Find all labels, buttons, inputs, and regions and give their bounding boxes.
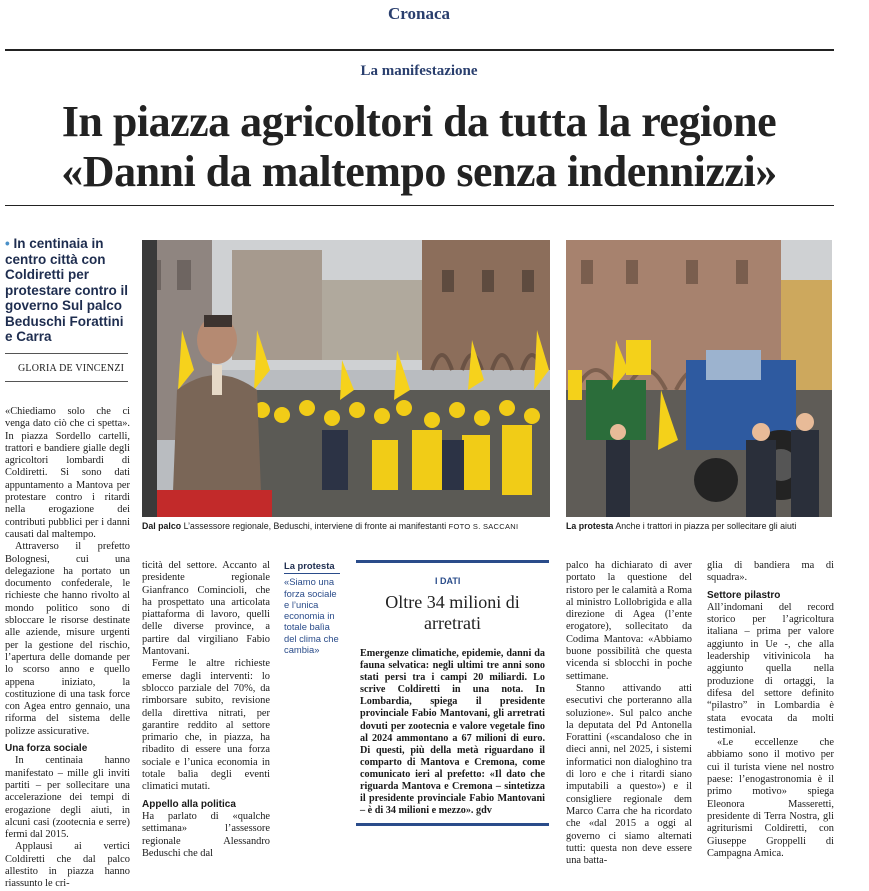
article-column-1 bbox=[5, 406, 130, 891]
pull-quote-title: La protesta bbox=[284, 560, 340, 574]
paragraph: ticità del settore. Accanto al presidente regionale Gianfranco Comincioli, che ha prospettato una articolata piattaforma di lavoro, quelli delle diverse province, a partire dal virgiliano Fabio Mantovani. bbox=[142, 560, 270, 658]
second-photo bbox=[566, 240, 832, 517]
paragraph: Stanno attivando atti esecutivi che porteranno alla soluzione». Sul palco anche la deputata del Pd Antonella Forattini («scandaloso che in dieci anni, nel 2025, i sistemi informatici non dialoghino tra di loro e che i ritardi siano imputabili a questo») e il consigliere regionale dem Marco Carra che ha ricordato che «dal 2015 a oggi al governo ci siamo alternati tutti: questa non deve essere una batta- bbox=[566, 682, 692, 867]
second-photo-caption: La protesta Anche i trattori in piazza per sollecitare gli aiuti bbox=[566, 521, 797, 531]
data-box-title: Oltre 34 milioni di arretrati bbox=[385, 592, 520, 633]
data-box-body: Emergenze climatiche, epidemie, danni da fauna selvatica: negli ultimi tre anni sono stati persi tra i campi 20 miliardi. Lo scrive Coldiretti in una nota. In Lombardia, spiega il presidente provinciale Fabio Mantovani, gli arretrati dovuti per zootecnia e valore vegetale fino al 2024 ammontano a 67 milioni di euro. Di questi, più della metà riguardano il comparto di Mantova e Cremona, come comunicato ieri al prefetto: «Il dato che riguarda Mantova e Cremona – sintetizza il presidente provinciale Fabio Mantovani – è di 34 milioni e mezzo». gdv bbox=[360, 648, 545, 817]
data-box-label: I DATI bbox=[435, 576, 461, 586]
byline-rule bbox=[5, 353, 128, 354]
pull-quote-box bbox=[284, 560, 340, 655]
byline-rule-bottom bbox=[5, 381, 128, 382]
headline-line-2: «Danni da maltempo senza indennizzi» bbox=[61, 147, 777, 196]
paragraph: Ferme le altre richieste emerse dagli interventi: lo sblocco parziale del 70%, da rimborsare subito, revisione della direttiva nitrati, per garantire reddito al settore primario che, in piazza, ha ribadito di essere una forza sociale e l’unica economia in totale balìa degli eventi climatici mutati. bbox=[142, 658, 270, 793]
headline-rule bbox=[5, 205, 834, 206]
subheading: Settore pilastro bbox=[707, 589, 781, 601]
header-rule bbox=[5, 49, 834, 51]
paragraph: In centinaia hanno manifestato – mille gli inviti partiti – per sollecitare una accelerazione dei tempi di erogazione degli aiuti, in alcuni casi (zootecnia e serre) fermi dal 2015. bbox=[5, 755, 130, 841]
article-column-4 bbox=[566, 560, 692, 867]
article-column-5 bbox=[707, 560, 834, 860]
section-title: Cronaca bbox=[387, 4, 450, 23]
paragraph: «Chiediamo solo che ci venga dato ciò che ci spetta». In piazza Sordello cartelli, trattori e bandiere gialle degli agricoltori lombardi di Coldiretti. Si sono dati appuntamento a Mantova per protestare contro i ritardi nella erogazione dei contributi pubblici per i danni causati dal maltempo. bbox=[5, 406, 130, 540]
headline-line-1: In piazza agricoltori da tutta la regione bbox=[61, 97, 777, 146]
paragraph: Applausi ai vertici Coldiretti che dal palco allestito in piazza hanno riassunto le cri- bbox=[5, 841, 130, 890]
kicker: La manifestazione bbox=[360, 63, 478, 79]
pull-quote-text: «Siamo una forza sociale e l’unica economia in totale balìa del clima che cambia» bbox=[284, 576, 339, 656]
tractors-illustration bbox=[566, 240, 832, 517]
subheadline: • In centinaia in centro città con Coldiretti per protestare contro il governo Sul palco Beduschi Forattini e Carra bbox=[5, 236, 129, 344]
paragraph: palco ha dichiarato di aver portato la questione del ristoro per le calamità a Roma al ministro Lollobrigida e alla direzione di Agea (l’ente erogatore), sollecitato da Codima Mantova: «Abbiamo buone possibilità che questa vicenda si sblocchi in poche settimane. bbox=[566, 560, 692, 682]
data-box bbox=[356, 560, 549, 826]
subheading: Appello alla politica bbox=[142, 798, 236, 810]
byline: GLORIA DE VINCENZI bbox=[18, 363, 125, 374]
main-photo-caption: Dal palco L’assessore regionale, Beduschi, interviene di fronte ai manifestanti FOTO S. SACCANI bbox=[142, 521, 519, 531]
paragraph: Ha parlato di «qualche settimana» l’assessore regionale Alessandro Beduschi che dal bbox=[142, 810, 270, 859]
protest-crowd-illustration bbox=[142, 240, 550, 517]
paragraph: glia di bandiera ma di squadra». bbox=[707, 560, 834, 584]
article-column-2 bbox=[142, 560, 270, 860]
main-photo bbox=[142, 240, 550, 517]
bullet-icon: • bbox=[5, 236, 14, 251]
paragraph: All’indomani del record storico per l’agricoltura italiana – prima per valore aggiunto in Ue -, che alla leadership vitivinicola ha aggiunto quella nella produzione di ortaggi, la difesa del settore definito “pilastro” in Lombardia è stata evocata da molti testimonial. bbox=[707, 601, 834, 736]
paragraph: Attraverso il prefetto Bolognesi, cui una delegazione ha portato un documento confederale, le richieste che hanno rivolto al mondo politico sono di sbloccare le risorse destinate alle aziende, misure urgenti per la gestione del rischio, l’apertura delle domande per lo scorso anno e quello appena iniziato, la costituzione di una task force con Agea entro gennaio, una riforma del sistema delle polizze assicurative. bbox=[5, 541, 130, 737]
subheading: Una forza sociale bbox=[5, 743, 88, 755]
paragraph: «Le eccellenze che abbiamo sono il motivo per cui il turista viene nel nostro paese: l’enogastronomia è il primo motivo» spiega Eleonora Masseretti, presidente di Terra Nostra, gli agriturismi Coldiretti, con Giuseppe Groppelli di Campagna Amica. bbox=[707, 737, 834, 859]
